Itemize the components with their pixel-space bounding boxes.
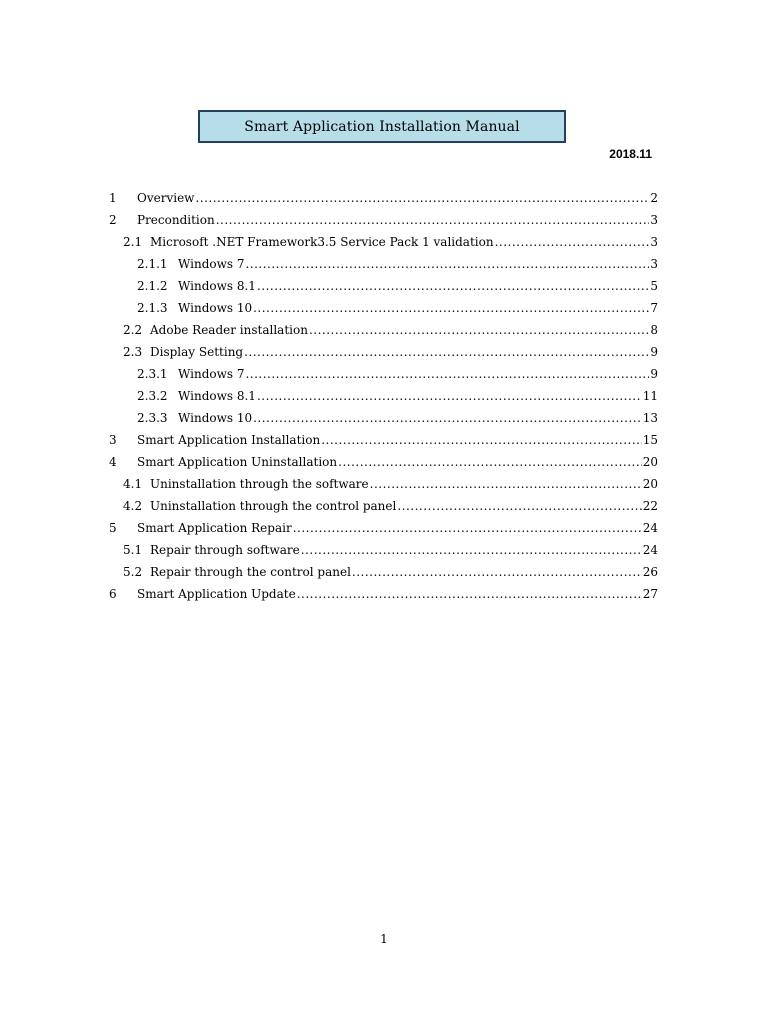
toc-entry[interactable] [109,473,658,495]
toc-entry[interactable] [109,209,658,231]
toc-entry[interactable] [109,187,658,209]
toc-entry-page: 5 [650,279,658,293]
toc-dot-leader [338,451,642,473]
toc-entry-title: Repair through software [150,543,300,557]
toc-dot-leader [216,209,650,231]
toc-entry-page: 13 [642,411,658,425]
toc-entry-page: 9 [650,345,658,359]
toc-entry[interactable] [109,231,658,253]
toc-entry-number: 2.1.1 [137,257,168,271]
toc-entry-number: 2.2 [123,323,143,337]
toc-entry-title: Precondition [137,213,215,227]
toc-dot-leader [301,539,642,561]
toc-entry-page: 15 [642,433,658,447]
toc-dot-leader [370,473,642,495]
toc-entry-title: Overview [137,191,195,205]
toc-entry-title: Smart Application Update [137,587,296,601]
toc-entry[interactable] [109,363,658,385]
toc-entry[interactable] [109,561,658,583]
toc-entry-title: Smart Application Repair [137,521,292,535]
toc-entry[interactable] [109,341,658,363]
toc-entry-number: 2 [109,213,117,227]
toc-entry[interactable] [109,539,658,561]
toc-entry-page: 26 [642,565,658,579]
toc-dot-leader [352,561,642,583]
toc-entry-number: 4.2 [123,499,143,513]
document-title-box [198,110,566,143]
toc-entry-page: 2 [650,191,658,205]
toc-entry[interactable] [109,451,658,473]
toc-entry-number: 2.3.3 [137,411,168,425]
toc-entry[interactable] [109,319,658,341]
toc-entry[interactable] [109,495,658,517]
toc-dot-leader [253,407,642,429]
toc-dot-leader [297,583,642,605]
toc-entry-number: 4.1 [123,477,143,491]
toc-entry[interactable] [109,385,658,407]
toc-entry-page: 3 [650,235,658,249]
toc-dot-leader [321,429,642,451]
toc-entry-page: 20 [642,455,658,469]
toc-entry-title: Windows 7 [178,367,245,381]
toc-entry-number: 2.1.3 [137,301,168,315]
toc-dot-leader [195,187,649,209]
toc-entry[interactable] [109,429,658,451]
toc-entry-page: 24 [642,521,658,535]
toc-entry-title: Smart Application Installation [137,433,321,447]
toc-entry-number: 5 [109,521,117,535]
toc-entry-number: 2.3.2 [137,389,168,403]
toc-entry-page: 7 [650,301,658,315]
toc-entry-page: 24 [642,543,658,557]
toc-dot-leader [257,275,649,297]
toc-entry-title: Repair through the control panel [150,565,351,579]
toc-dot-leader [397,495,641,517]
toc-dot-leader [244,341,649,363]
toc-entry-number: 5.2 [123,565,143,579]
toc-entry-number: 2.3.1 [137,367,168,381]
toc-dot-leader [309,319,649,341]
toc-entry-page: 8 [650,323,658,337]
toc-entry[interactable] [109,253,658,275]
toc-entry-title: Windows 8.1 [178,389,256,403]
toc-dot-leader [293,517,642,539]
toc-dot-leader [257,385,642,407]
toc-dot-leader [253,297,649,319]
toc-entry-title: Windows 8.1 [178,279,256,293]
toc-entry-number: 3 [109,433,117,447]
toc-entry-page: 9 [650,367,658,381]
toc-entry[interactable] [109,275,658,297]
toc-entry-title: Adobe Reader installation [150,323,308,337]
toc-entry-page: 27 [642,587,658,601]
toc-entry-number: 5.1 [123,543,143,557]
toc-entry-title: Windows 7 [178,257,245,271]
toc-entry-page: 22 [642,499,658,513]
toc-dot-leader [245,253,649,275]
toc-entry-number: 4 [109,455,117,469]
toc-entry[interactable] [109,407,658,429]
toc-entry-title: Microsoft .NET Framework3.5 Service Pack 1 validation [150,235,494,249]
toc-entry-title: Windows 10 [178,411,253,425]
toc-entry-number: 2.1.2 [137,279,168,293]
toc-entry-number: 1 [109,191,117,205]
toc-entry[interactable] [109,297,658,319]
toc-entry-number: 6 [109,587,117,601]
toc-entry-page: 3 [650,257,658,271]
toc-dot-leader [245,363,649,385]
toc-entry[interactable] [109,517,658,539]
toc-entry-page: 11 [642,389,658,403]
table-of-contents [109,187,658,605]
toc-entry-page: 20 [642,477,658,491]
toc-entry-title: Uninstallation through the control panel [150,499,397,513]
toc-entry-title: Smart Application Uninstallation [137,455,338,469]
toc-entry-title: Display Setting [150,345,244,359]
toc-dot-leader [495,231,650,253]
toc-entry[interactable] [109,583,658,605]
toc-entry-title: Uninstallation through the software [150,477,369,491]
document-date: 2018.11 [609,147,652,161]
toc-entry-title: Windows 10 [178,301,253,315]
toc-entry-number: 2.1 [123,235,143,249]
document-title: Smart Application Installation Manual [244,118,520,135]
toc-entry-number: 2.3 [123,345,143,359]
toc-entry-page: 3 [650,213,658,227]
page-number: 1 [380,932,388,946]
